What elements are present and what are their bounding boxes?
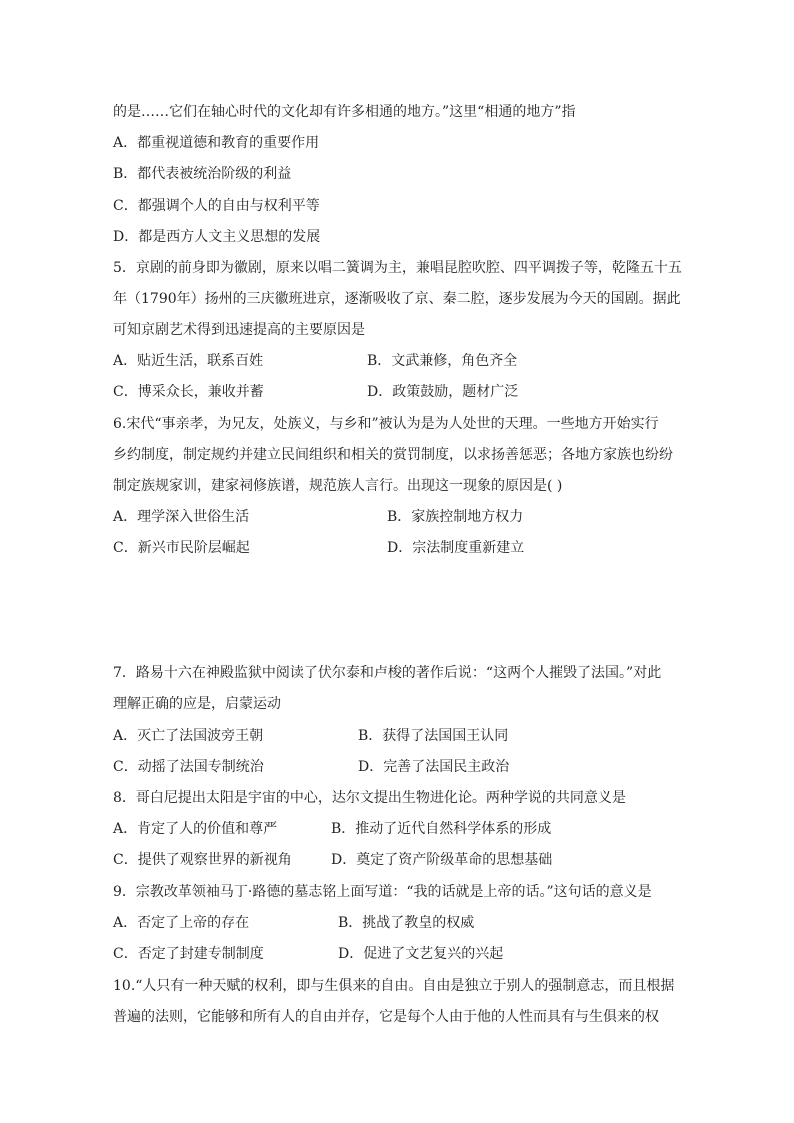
q6-option-b[interactable]: B．家族控制地方权力 [387,509,524,525]
q6-option-d[interactable]: D．宗法制度重新建立 [387,540,525,556]
q6-option-a[interactable]: A．理学深入世俗生活 [113,509,250,525]
q7-option-a[interactable]: A．灭亡了法国波旁王朝 [113,728,264,744]
q9-stem: 9．宗教改革领袖马丁·路德的墓志铭上面写道：“我的话就是上帝的话。”这句话的意义是 [113,884,652,900]
q7-option-c[interactable]: C．动摇了法国专制统治 [113,759,264,775]
q4-option-d[interactable]: D．都是西方人文主义思想的发展 [113,229,321,245]
q7-stem-line-2: 理解正确的应是，启蒙运动 [113,696,281,712]
q5-option-c[interactable]: C．博采众长，兼收并蓄 [113,384,264,400]
q9-option-d[interactable]: D．促进了文艺复兴的兴起 [338,946,504,962]
q4-option-b[interactable]: B．都代表被统治阶级的利益 [113,166,292,182]
q10-stem-line-1: 10.“人只有一种天赋的权利，即与生俱来的自由。自由是独立于别人的强制意志，而且根据 [113,978,675,994]
q10-stem-line-2: 普遍的法则，它能够和所有人的自由并存，它是每个人由于他的人性而具有与生俱来的权 [113,1009,659,1025]
q5-stem-line-3: 可知京剧艺术得到迅速提高的主要原因是 [113,322,365,338]
q8-option-d[interactable]: D．奠定了资产阶级革命的思想基础 [331,852,553,868]
q7-option-b[interactable]: B．获得了法国国王认同 [358,728,509,744]
q7-stem-line-1: 7．路易十六在神殿监狱中阅读了伏尔泰和卢梭的著作后说：“这两个人摧毁了法国。”对此 [113,665,662,681]
q6-stem-line-1: 6.宋代“事亲孝，为兄友，处族义，与乡和”被认为是为人处世的天理。一些地方开始实行 [113,416,659,432]
q5-stem-line-1: 5．京剧的前身即为徽剧，原来以唱二簧调为主，兼唱昆腔吹腔、四平调拨子等，乾隆五十五 [113,260,682,276]
q4-option-a[interactable]: A．都重视道德和教育的重要作用 [113,135,320,151]
q6-option-c[interactable]: C．新兴市民阶层崛起 [113,540,250,556]
q9-option-b[interactable]: B．挑战了教皇的权威 [338,915,475,931]
q5-stem-line-2: 年（1790年）扬州的三庆徽班进京，逐渐吸收了京、秦二腔，逐步发展为今天的国剧。据此 [113,291,681,307]
q8-option-c[interactable]: C．提供了观察世界的新视角 [113,852,292,868]
q8-option-b[interactable]: B．推动了近代自然科学体系的形成 [331,821,552,837]
q5-option-d[interactable]: D．政策鼓励，题材广泛 [367,384,519,400]
q8-stem: 8．哥白尼提出太阳是宇宙的中心，达尔文提出生物进化论。两种学说的共同意义是 [113,790,626,806]
q8-option-a[interactable]: A．肯定了人的价值和尊严 [113,821,278,837]
q9-option-a[interactable]: A．否定了上帝的存在 [113,915,250,931]
q6-stem-line-3: 制定族规家训，建家祠修族谱，规范族人言行。出现这一现象的原因是( ) [113,478,563,494]
q5-option-b[interactable]: B．文武兼修，角色齐全 [367,353,518,369]
q4-stem-tail: 的是……它们在轴心时代的文化却有许多相通的地方。”这里“相通的地方”指 [113,104,576,120]
q9-option-c[interactable]: C．否定了封建专制制度 [113,946,264,962]
q7-option-d[interactable]: D．完善了法国民主政治 [358,759,510,775]
q4-option-c[interactable]: C．都强调个人的自由与权利平等 [113,198,320,214]
q6-stem-line-2: 乡约制度，制定规约并建立民间组织和相关的赏罚制度，以求扬善惩恶；各地方家族也纷纷 [113,447,673,463]
q5-option-a[interactable]: A．贴近生活，联系百姓 [113,353,264,369]
